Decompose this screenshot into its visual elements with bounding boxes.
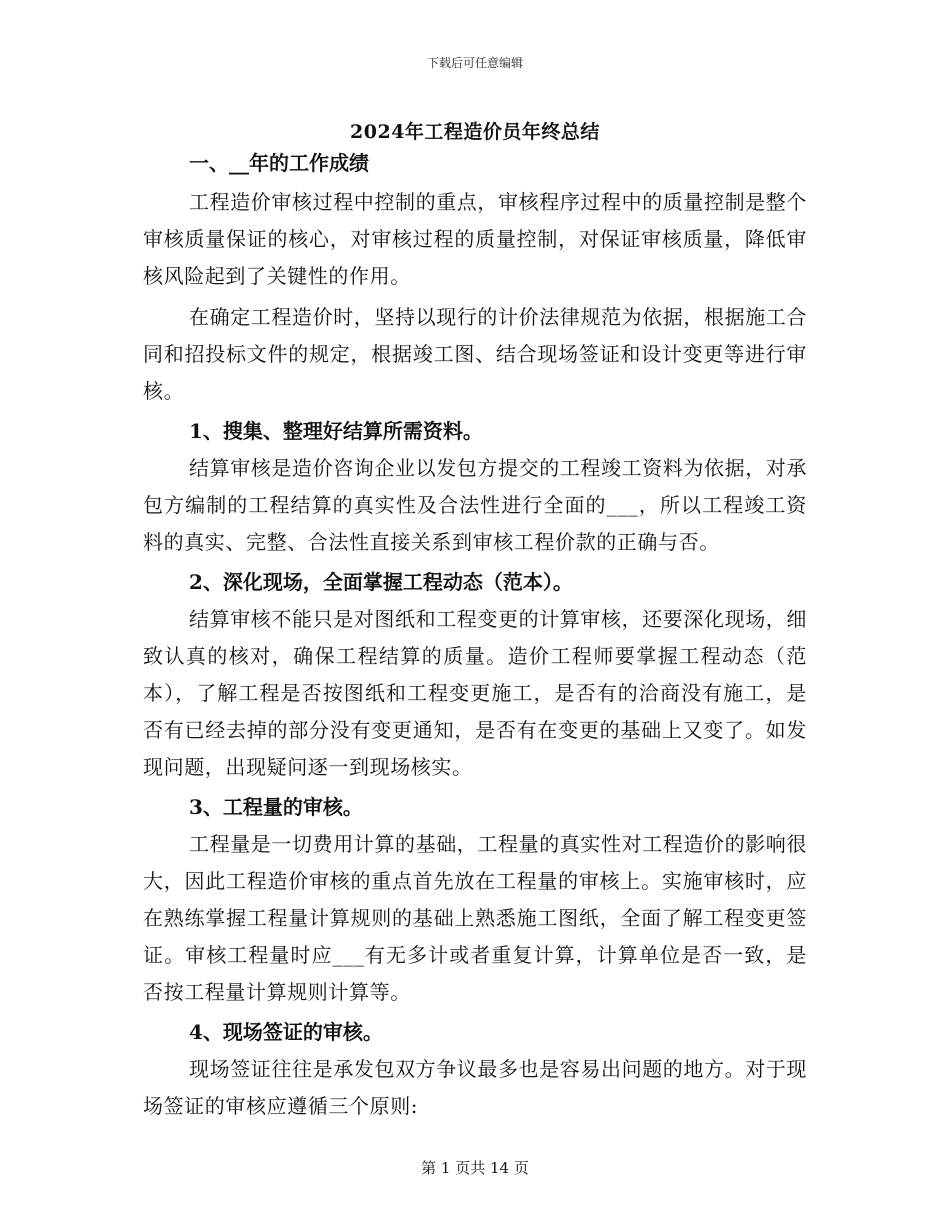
item-heading: 1、搜集、整理好结算所需资料。 — [189, 419, 483, 443]
paragraph: 结算审核是造价咨询企业以发包方提交的工程竣工资料为依据，对承包方编制的工程结算的真实性及合法性进行全面的___，所以工程竣工资料的真实、完整、合法性直接关系到审核工程价款的正确与否。 — [143, 456, 807, 554]
paragraph: 在确定工程造价时，坚持以现行的计价法律规范为依据，根据施工合同和招投标文件的规定，根据竣工图、结合现场签证和设计变更等进行审核。 — [143, 305, 807, 403]
header-note: 下载后可任意编辑 — [426, 56, 523, 70]
item-heading: 2、深化现场，全面掌握工程动态（范本）。 — [189, 570, 573, 594]
paragraph: 结算审核不能只是对图纸和工程变更的计算审核，还要深化现场，细致认真的核对，确保工程结算的质量。造价工程师要掌握工程动态（范本），了解工程是否按图纸和工程变更施工，是否有的洽商没有施工，是否有已经去掉的部分没有变更通知，是否有在变更的基础上又变了。如发现问题，出现疑问逐一到现场核实。 — [143, 607, 807, 779]
paragraph: 工程造价审核过程中控制的重点，审核程序过程中的质量控制是整个审核质量保证的核心，对审核过程的质量控制，对保证审核质量，降低审核风险起到了关键性的作用。 — [143, 190, 807, 288]
item-heading: 3、工程量的审核。 — [189, 795, 363, 819]
page-number: 第 1 页共 14 页 — [421, 1159, 529, 1177]
document-title: 2024年工程造价员年终总结 — [350, 121, 600, 143]
paragraph: 工程量是一切费用计算的基础，工程量的真实性对工程造价的影响很大，因此工程造价审核的重点首先放在工程量的审核上。实施审核时，应在熟练掌握工程量计算规则的基础上熟悉施工图纸，全面了解工程变更签证。审核工程量时应___有无多计或者重复计算，计算单位是否一致，是否按工程量计算规则计算等。 — [143, 832, 807, 1004]
document-body — [143, 146, 807, 1129]
item-heading: 4、现场签证的审核。 — [189, 1020, 383, 1044]
paragraph: 现场签证往往是承发包双方争议最多也是容易出问题的地方。对于现场签证的审核应遵循三个原则: — [143, 1057, 807, 1118]
section-heading: 一、__年的工作成绩 — [189, 151, 369, 175]
